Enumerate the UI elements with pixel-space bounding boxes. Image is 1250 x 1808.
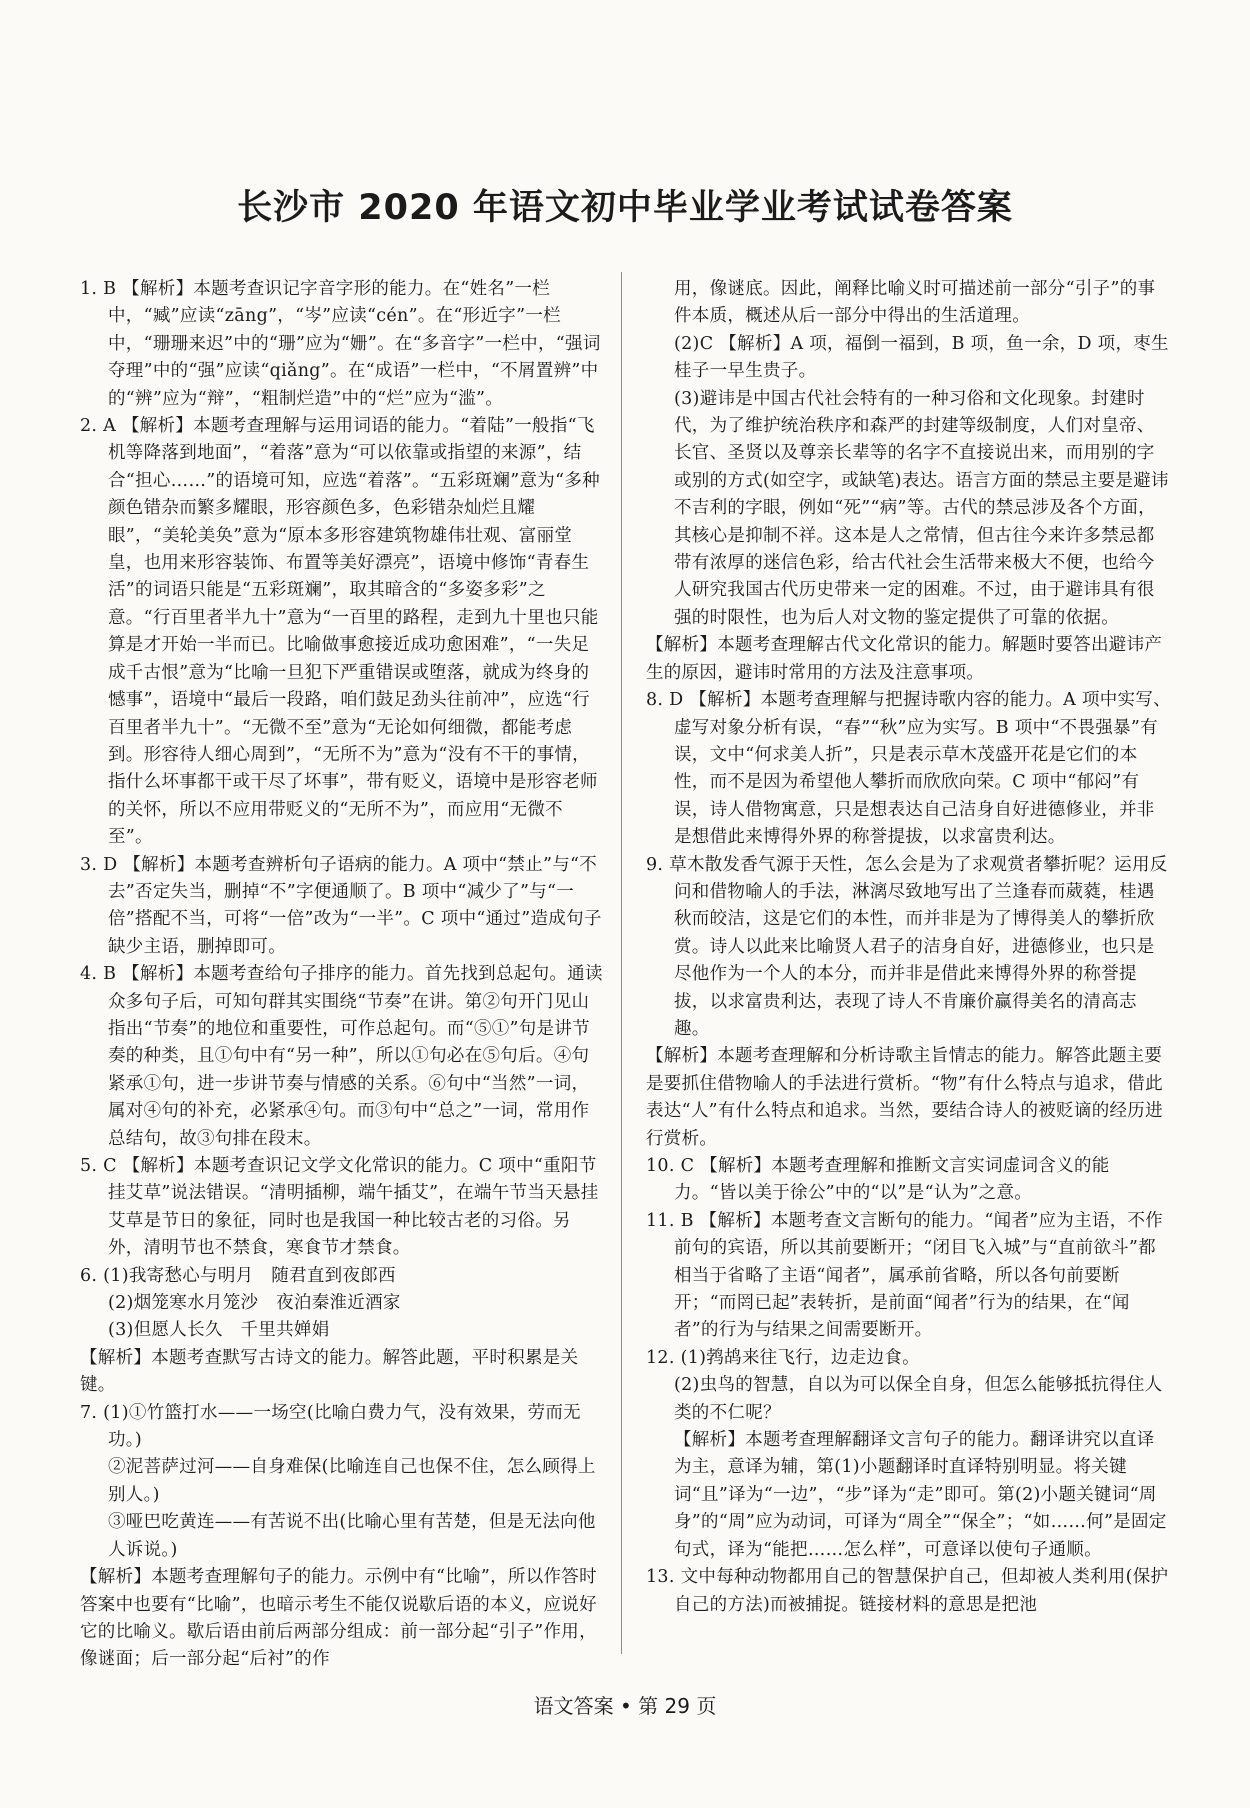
- answer-subitem: (2)虫鸟的智慧，自以为可以保全自身，但怎么能够抵抗得住人类的不仁呢？: [674, 1375, 1163, 1423]
- analysis-note: 【解析】本题考查默写古诗文的能力。解答此题，平时积累是关键。: [80, 1347, 579, 1396]
- answer-item: 11. B 【解析】本题考查文言断句的能力。“闻者”应为主语，不作前句的宾语，所以其前要断开；“闭目飞入城”与“直前欲斗”都相当于省略了主语“闻者”，属承前省略，所以各句前要断开；“而罔已起”表转折，是前面“闻者”行为的结果，在“闻者”的行为与结果之间需要断开。: [646, 1210, 1164, 1341]
- page-title: 长沙市 2020 年语文初中毕业学业考试试卷答案: [237, 188, 1013, 228]
- answer-item: 4. B 【解析】本题考查给句子排序的能力。首先找到总起句。通读众多句子后，可知句群其实围绕“节奏”在讲。第②句开门见山指出“节奏”的地位和重要性，可作总起句。而“⑤①”句是讲节奏的种类，且①句中有“另一种”，所以①句必在⑤句后。④句紧承①句，进一步讲节奏与情感的关系。⑥句中“当然”一词，属对④句的补充，必紧承④句。而③句中“总之”一词，常用作总结句，故③句排在段末。: [80, 964, 603, 1149]
- answer-subitem: ②泥菩萨过河——自身难保(比喻连自己也保不住，怎么顾得上别人。): [108, 1457, 596, 1505]
- right-column: [646, 276, 1171, 1619]
- answer-item: 5. C 【解析】本题考查识记文学文化常识的能力。C 项中“重阳节挂艾草”说法错误。“清明插柳，端午插艾”，在端午节当天悬挂艾草是节日的象征，同时也是我国一种比较古老的习俗。另外，清明节也不禁食，寒食节才禁食。: [80, 1156, 599, 1259]
- analysis-note: 【解析】本题考查理解古代文化常识的能力。解题时要答出避讳产生的原因，避讳时常用的方法及注意事项。: [646, 635, 1163, 683]
- answer-subitem: (2)烟笼寒水月笼沙 夜泊秦淮近酒家: [108, 1293, 401, 1314]
- column-divider: [621, 272, 622, 1654]
- analysis-note: 【解析】本题考查理解句子的能力。示例中有“比喻”，所以作答时答案中也要有“比喻”，也暗示考生不能仅说歇后语的本义，应说好它的比喻义。歇后语由前后两部分组成：前一部分起“引子”作用，像谜面；后一部分起“后衬”的作: [80, 1567, 597, 1670]
- answer-subitem: 用，像谜底。因此，阐释比喻义时可描述前一部分“引子”的事件本质，概述从后一部分中得出的生活道理。: [674, 279, 1156, 327]
- answer-item: 10. C 【解析】本题考查理解和推断文言实词虚词含义的能力。“皆以美于徐公”中的“以”是“认为”之意。: [646, 1156, 1110, 1204]
- answer-item: 9. 草木散发香气源于天性，怎么会是为了求观赏者攀折呢？运用反问和借物喻人的手法，淋漓尽致地写出了兰逢春而葳蕤，桂遇秋而皎洁，这是它们的本性，而并非是为了博得美人的攀折欣赏。诗人以此来比喻贤人君子的洁身自好，进德修业，也只是尽他作为一个人的本分，而并非是借此来博得外界的称誉提拔，以求富贵利达，表现了诗人不肯廉价赢得美名的清高志趣。: [646, 854, 1168, 1039]
- answer-subitem: (2)C 【解析】A 项，福倒一福到，B 项，鱼一余，D 项，枣生桂子一早生贵子。: [674, 333, 1169, 382]
- answer-item: 3. D 【解析】本题考查辨析句子语病的能力。A 项中“禁止”与“不去”否定失当，删掉“不”字便通顺了。B 项中“减少了”与“一倍”搭配不当，可将“一倍”改为“一半”。C 项中“通过”造成句子缺少主语，删掉即可。: [80, 854, 602, 957]
- answer-item: 12. (1)鹁鸪来往飞行，边走边食。: [646, 1347, 920, 1368]
- answer-subitem: ③哑巴吃黄连——有苦说不出(比喻心里有苦楚，但是无法向他人诉说。): [108, 1512, 596, 1560]
- left-column: [80, 276, 605, 1674]
- answer-item: 7. (1)①竹篮打水——一场空(比喻白费力气，没有效果，劳而无功。): [80, 1402, 581, 1451]
- answer-item: 1. B 【解析】本题考查识记字音字形的能力。在“姓名”一栏中，“臧”应读“zāng”，“岑”应读“cén”。在“形近字”一栏中，“珊珊来迟”中的“珊”应为“姗”。在“多音字”一栏中，“强词夺理”中的“强”应读“qiǎng”。在“成语”一栏中，“不屑置辨”中的“辨”应为“辩”，“粗制烂造”中的“烂”应为“滥”。: [80, 279, 601, 409]
- answer-subitem: 【解析】本题考查理解翻译文言句子的能力。翻译讲究以直译为主，意译为辅，第(1)小题翻译时直译特别明显。将关键词“且”译为“一边”，“步”译为“走”即可。第(2)小题关键词“周身”的“周”应为动词，可译为“周全”“保全”；“如……何”是固定句式，译为“能把……怎么样”，可意译以使句子通顺。: [674, 1430, 1167, 1560]
- answer-item: 8. D 【解析】本题考查理解与把握诗歌内容的能力。A 项中实写、虚写对象分析有误，“春”“秋”应为实写。B 项中“不畏强暴”有误，文中“何求美人折”，只是表示草木茂盛开花是它们的本性，而不是因为希望他人攀折而欣欣向荣。C 项中“郁闷”有误，诗人借物寓意，只是想表达自己洁身自好进德修业，并非是想借此来博得外界的称誉提拔，以求富贵利达。: [646, 690, 1171, 848]
- answer-item: 13. 文中每种动物都用自己的智慧保护自己，但却被人类利用(保护自己的方法)而被捕捉。链接材料的意思是把池: [646, 1567, 1169, 1615]
- analysis-note: 【解析】本题考查理解和分析诗歌主旨情志的能力。解答此题主要是要抓住借物喻人的手法进行赏析。“物”有什么特点与追求，借此表达“人”有什么特点和追求。当然，要结合诗人的被贬谪的经历进行赏析。: [646, 1046, 1163, 1149]
- answer-subitem: (3)避讳是中国古代社会特有的一种习俗和文化现象。封建时代，为了维护统治秩序和森严的封建等级制度，人们对皇帝、长官、圣贤以及尊亲长辈等的名字不直接说出来，而用别的字或别的方式(如空字，或缺笔)表达。语言方面的禁忌主要是避讳不吉利的字眼，例如“死”“病”等。古代的禁忌涉及各个方面，其核心是抑制不祥。这本是人之常情，但古往今来许多禁忌都带有浓厚的迷信色彩，给古代社会生活带来极大不便，也给今人研究我国古代历史带来一定的困难。不过，由于避讳具有很强的时限性，也为后人对文物的鉴定提供了可靠的依据。: [674, 388, 1169, 628]
- answer-subitem: (3)但愿人长久 千里共婵娟: [108, 1320, 330, 1341]
- page-footer: 语文答案 • 第 29 页: [533, 1694, 717, 1718]
- answer-item: 6. (1)我寄愁心与明月 随君直到夜郎西: [80, 1265, 396, 1286]
- answer-item: 2. A 【解析】本题考查理解与运用词语的能力。“着陆”一般指“飞机等降落到地面”，“着落”意为“可以依靠或指望的来源”，结合“担心……”的语境可知，应选“着落”。“五彩斑斓”意为“多种颜色错杂而繁多耀眼，形容颜色多，色彩错杂灿烂且耀眼”，“美轮美奂”意为“原本多形容建筑物雄伟壮观、富丽堂皇，也用来形容装饰、布置等美好漂亮”，语境中修饰“青春生活”的词语只能是“五彩斑斓”，取其暗含的“多姿多彩”之意。“行百里者半九十”意为“一百里的路程，走到九十里也只能算是才开始一半而已。比喻做事愈接近成功愈困难”，“一失足成千古恨”意为“比喻一旦犯下严重错误或堕落，就成为终身的憾事”，语境中“最后一段路，咱们鼓足劲头往前冲”，应选“行百里者半九十”。“无微不至”意为“无论如何细微，都能考虑到。形容待人细心周到”，“无所不为”意为“没有不干的事情，指什么坏事都干或干尽了坏事”，带有贬义，语境中是形容老师的关怀，所以不应用带贬义的“无所不为”，而应用“无微不至”。: [80, 416, 600, 848]
